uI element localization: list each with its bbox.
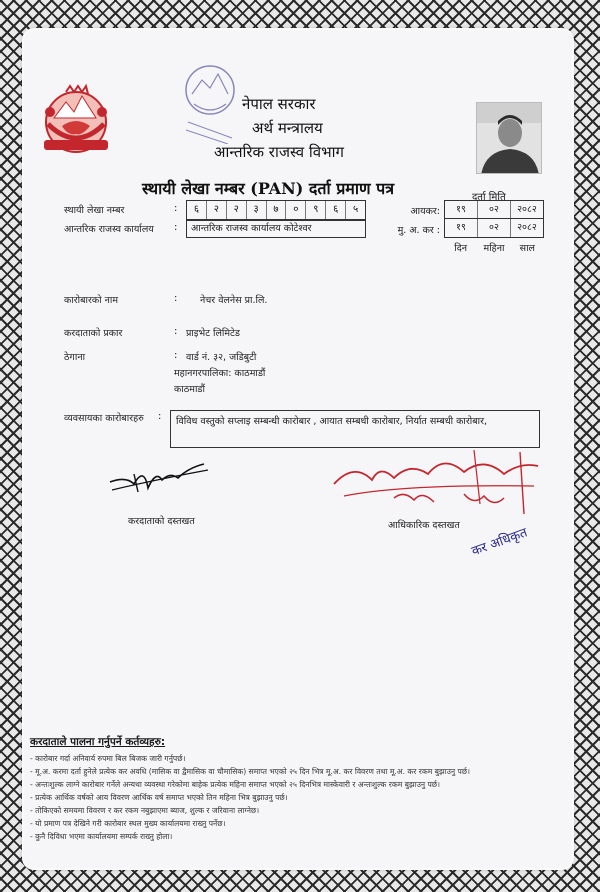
person-photo-icon xyxy=(477,103,542,174)
registration-date-grid xyxy=(444,200,544,238)
colon: : xyxy=(158,411,162,422)
business-activities-value: विविध वस्तुको सप्लाइ सम्बन्धी कारोबार , आयात सम्बधी कारोबार, निर्यात सम्बधी कारोबार, xyxy=(170,410,540,448)
duty-item: - कुनै दिविधा भएमा कार्यालयमा सम्पर्क राख्नु होला। xyxy=(30,832,173,841)
office-seal-icon xyxy=(182,60,238,144)
duty-item: - कारोबार गर्दा अनिवार्य रुपमा बिल बिजक जारी गर्नुपर्छ। xyxy=(30,754,186,763)
pan-digit: ० xyxy=(286,201,306,219)
office-label: आन्तरिक राजस्व कार्यालय xyxy=(64,224,154,235)
pan-digit: ७ xyxy=(267,201,287,219)
duties-list xyxy=(30,752,550,843)
address-label: ठेगाना xyxy=(64,352,86,363)
taxpayer-type-value: प्राइभेट लिमिटेड xyxy=(186,328,240,339)
month-cell: ०२ xyxy=(478,201,511,218)
day-label: दिन xyxy=(454,243,468,254)
day-cell: १९ xyxy=(445,219,478,237)
income-tax-date-row xyxy=(444,200,544,219)
taxpayer-signature-icon xyxy=(104,454,214,500)
ministry-name: अर्थ मन्त्रालय xyxy=(252,119,323,137)
duty-item: - प्रत्येक आर्थिक वर्षको आय विवरण आर्थिक वर्ष समाप्त भएको तिन महिना भित्र बुझाउनु पर्छ। xyxy=(30,793,288,802)
year-label: साल xyxy=(519,243,535,254)
address-line-1: वार्ड नं. ३२, जडिबुटी xyxy=(186,352,257,363)
business-name-value: नेचर वेलनेस प्रा.लि. xyxy=(200,295,268,306)
nepal-emblem-icon xyxy=(36,82,116,160)
pan-digit: ५ xyxy=(352,204,359,215)
pan-digit: ९ xyxy=(306,201,326,219)
duty-item: - तोकिएको समयमा विवरण र कर रकम नबुझाएमा ब्याज, शुल्क र जरिवाना लाग्नेछ। xyxy=(30,806,260,815)
certificate-title: स्थायी लेखा नम्बर (PAN) दर्ता प्रमाण पत्र xyxy=(142,179,395,198)
officer-signature-label: आधिकारिक दस्तखत xyxy=(388,520,460,531)
vat-date-row xyxy=(444,219,544,238)
pan-label: स्थायी लेखा नम्बर xyxy=(64,205,125,216)
certificate-paper xyxy=(24,30,572,868)
address-line-3: काठमाडौं xyxy=(174,384,205,395)
pan-digit: २ xyxy=(227,201,247,219)
colon: : xyxy=(174,350,178,361)
pan-digit: २ xyxy=(207,201,227,219)
pan-digit: ३ xyxy=(247,201,267,219)
income-tax-label: आयकर: xyxy=(410,206,440,217)
year-cell: २०८२ xyxy=(517,222,537,233)
department-name: आन्तरिक राजस्व विभाग xyxy=(214,143,345,161)
colon: : xyxy=(174,326,178,337)
holder-photo xyxy=(476,102,542,174)
month-label: महिना xyxy=(483,243,505,254)
business-name-label: कारोबारको नाम xyxy=(64,295,119,306)
duty-item: - अन्तःशुल्क लाग्ने कारोबार गर्नेले अन्यथा व्यवस्था गरेकोमा बाहेक प्रत्येक महिना समाप्त भएको २५ दिनभित्र मास्केवारी र अन्तःशुल्क रकम बुझाउनु पर्छ। xyxy=(30,780,441,789)
officer-title-handwritten: कर अधिकृत xyxy=(469,525,530,560)
address-line-2: महानगरपालिका: काठमाडौं xyxy=(174,368,266,379)
vat-label: मु. अ. कर : xyxy=(397,225,440,236)
pan-colon: : xyxy=(174,203,178,214)
government-name: नेपाल सरकार xyxy=(242,95,316,113)
year-cell: २०८२ xyxy=(517,204,537,215)
duty-item: - यो प्रमाण पत्र देखिने गरी कारोबार स्थल मुख्य कार्यालयमा राख्नु पर्नेछ। xyxy=(30,819,226,828)
duty-item: - मू.अ. करमा दर्ता हुनेले प्रत्येक कर अवधि (मासिक वा द्वैमासिक वा चौमासिक) समाप्त भएको २५ दिन भित्र मू.अ. कर विवरण तथा मू.अ. कर रकम बुझाउनु पर्छ। xyxy=(30,767,471,776)
taxpayer-signature-label: करदाताको दस्तखत xyxy=(128,516,195,527)
day-cell: १९ xyxy=(445,201,478,218)
colon: : xyxy=(174,293,178,304)
month-cell: ०२ xyxy=(478,219,511,237)
pan-digit: ६ xyxy=(326,201,346,219)
office-colon: : xyxy=(174,222,178,233)
registration-date-heading: दर्ता मिति xyxy=(472,192,506,203)
date-column-labels xyxy=(444,241,544,254)
taxpayer-type-label: करदाताको प्रकार xyxy=(64,328,123,339)
duties-title: करदाताले पालना गर्नुपर्ने कर्तव्यहरु: xyxy=(30,736,166,748)
business-activities-label: व्यवसायका कारोबारहरु xyxy=(64,413,144,424)
office-value: आन्तरिक राजस्व कार्यालय कोटेश्वर xyxy=(186,220,366,238)
pan-digit: ६ xyxy=(187,201,207,219)
pan-number-box xyxy=(186,200,366,220)
